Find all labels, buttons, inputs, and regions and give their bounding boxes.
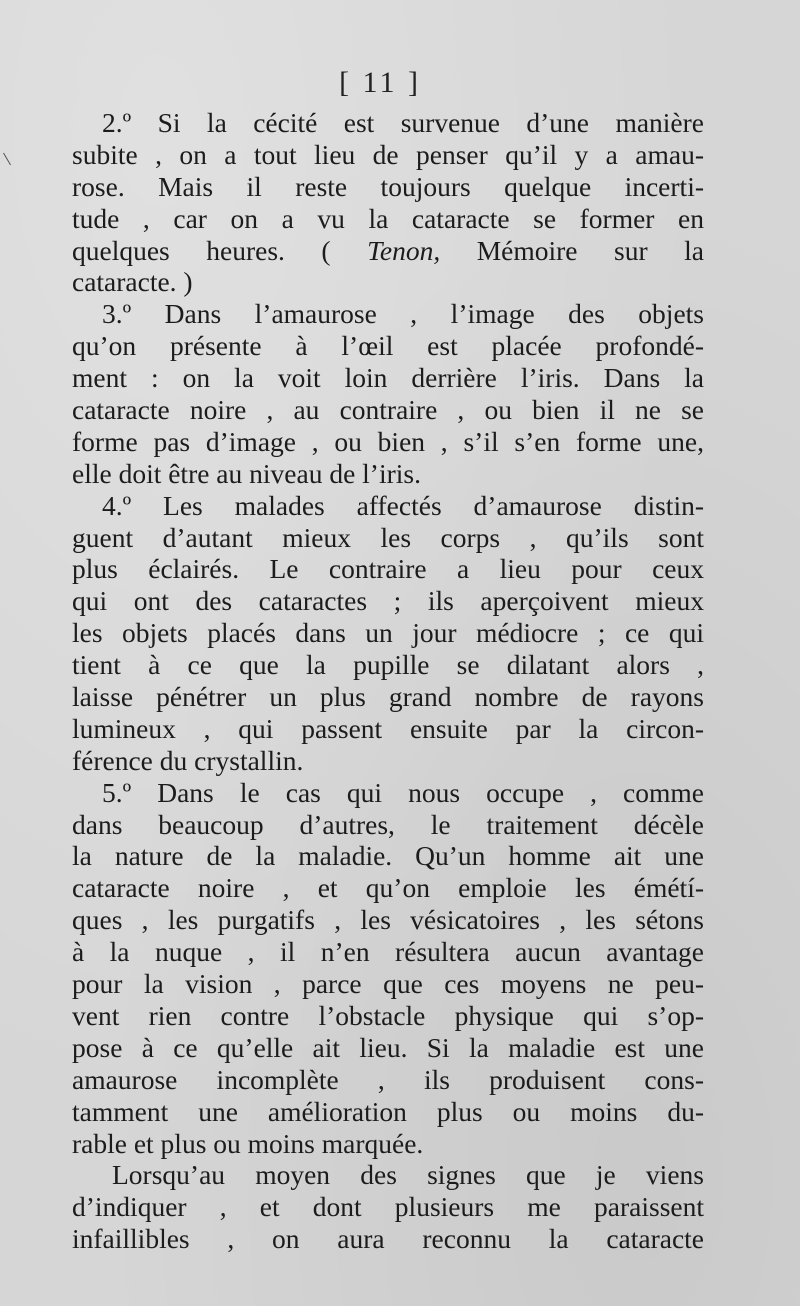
- text-line: ment : on la voit loin derrière l’iris. Dans la: [72, 362, 704, 394]
- text-line: qu’on présente à l’œil est placée profondé-: [72, 330, 704, 362]
- text-line: à la nuque , il n’en résultera aucun avantage: [72, 936, 704, 968]
- text-line: rose. Mais il reste toujours quelque incerti-: [72, 170, 704, 202]
- text-line: subite , on a tout lieu de penser qu’il y a amau-: [72, 138, 704, 170]
- text-line: 2.º Si la cécité est survenue d’une manière: [102, 107, 704, 138]
- text-line: 5.º Dans le cas qui nous occupe , comme: [102, 776, 704, 808]
- text-line: plus éclairés. Le contraire a lieu pour ceux: [72, 553, 704, 585]
- text-line: férence du crystallin.: [72, 744, 304, 776]
- text-line: lumineux , qui passent ensuite par la circon-: [72, 712, 704, 744]
- text-line: elle doit être au niveau de l’iris.: [72, 457, 421, 489]
- text-line-citation: [72, 235, 704, 267]
- text-line: tamment une amélioration plus ou moins du-: [72, 1095, 704, 1127]
- page-number: [ 11 ]: [339, 66, 421, 99]
- text-line: pose à ce qu’elle ait lieu. Si la maladie est une: [72, 1031, 704, 1063]
- text-segment: Mémoire sur la: [440, 234, 704, 266]
- text-segment: quelques heures. (: [72, 234, 368, 266]
- citation-author: Tenon,: [367, 234, 441, 266]
- text-line: cataracte noire , au contraire , ou bien il ne se: [72, 394, 704, 426]
- text-line: qui ont des cataractes ; ils aperçoivent mieux: [72, 585, 704, 617]
- body-text: [72, 107, 704, 1255]
- text-line: la nature de la maladie. Qu’un homme ait une: [72, 840, 704, 872]
- margin-mark: [3, 149, 18, 166]
- text-line: laisse pénétrer un plus grand nombre de rayons: [72, 681, 704, 713]
- text-line: infaillibles , on aura reconnu la cataracte: [72, 1223, 704, 1255]
- text-line: tude , car on a vu la cataracte se former en: [72, 202, 704, 234]
- text-line: tient à ce que la pupille se dilatant alors ,: [72, 649, 704, 681]
- text-line: 4.º Les malades affectés d’amaurose distin-: [102, 489, 704, 521]
- text-line: Lorsqu’au moyen des signes que je viens: [112, 1159, 704, 1191]
- text-line: ques , les purgatifs , les vésicatoires , les sétons: [72, 904, 704, 936]
- text-line: pour la vision , parce que ces moyens ne peu-: [72, 968, 704, 1000]
- text-line: 3.º Dans l’amaurose , l’image des objets: [102, 298, 704, 330]
- text-line: les objets placés dans un jour médiocre ; ce qui: [72, 617, 704, 649]
- text-line: vent rien contre l’obstacle physique qui s’op-: [72, 999, 704, 1031]
- text-line: cataracte noire , et qu’on emploie les émétí-: [72, 872, 704, 904]
- text-line: d’indiquer , et dont plusieurs me paraissent: [72, 1191, 704, 1223]
- text-line: cataracte. ): [72, 266, 193, 298]
- text-line: amaurose incomplète , ils produisent cons-: [72, 1063, 704, 1095]
- text-line: rable et plus ou moins marquée.: [72, 1127, 424, 1159]
- text-line: forme pas d’image , ou bien , s’il s’en forme une,: [72, 425, 704, 457]
- text-line: dans beaucoup d’autres, le traitement décèle: [72, 808, 704, 840]
- text-line: guent d’autant mieux les corps , qu’ils sont: [72, 521, 704, 553]
